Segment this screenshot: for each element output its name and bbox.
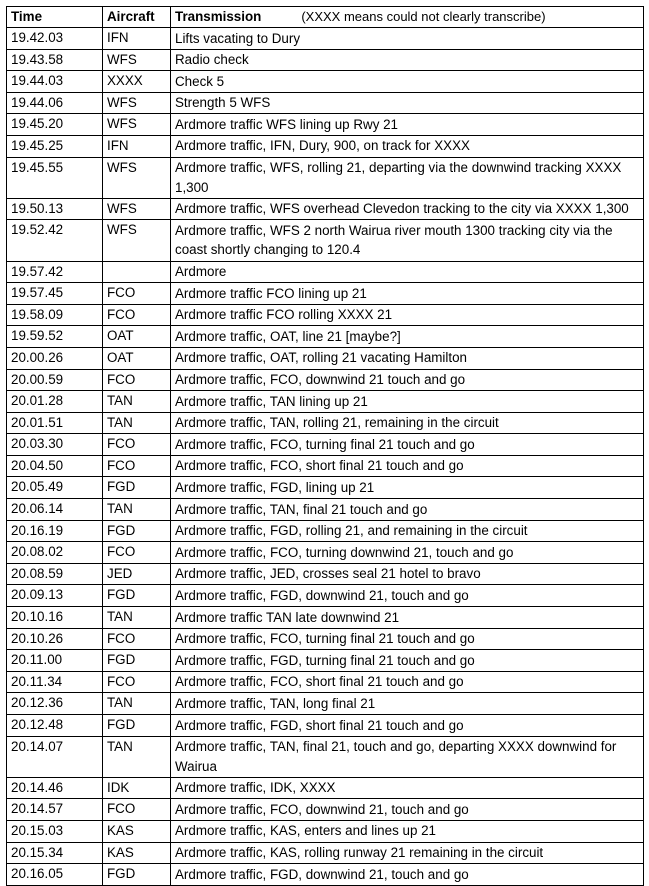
cell-time: 20.03.30: [7, 434, 103, 456]
cell-aircraft: WFS: [103, 92, 171, 114]
table-row: [7, 585, 644, 607]
cell-time: 19.59.52: [7, 326, 103, 348]
cell-aircraft: KAS: [103, 842, 171, 864]
cell-transmission: Ardmore traffic, FGD, downwind 21, touch and go: [171, 585, 644, 607]
cell-aircraft: FCO: [103, 628, 171, 650]
cell-aircraft: WFS: [103, 157, 171, 198]
cell-transmission: Ardmore traffic, IDK, XXXX: [171, 777, 644, 799]
table-row: [7, 607, 644, 629]
cell-aircraft: FGD: [103, 864, 171, 886]
cell-time: 19.42.03: [7, 28, 103, 50]
cell-time: 20.09.13: [7, 585, 103, 607]
table-row: [7, 455, 644, 477]
cell-aircraft: IFN: [103, 28, 171, 50]
table-row: [7, 499, 644, 521]
cell-aircraft: KAS: [103, 820, 171, 842]
table-row: [7, 92, 644, 114]
header-row: [7, 7, 644, 28]
table-row: [7, 693, 644, 715]
cell-time: 20.11.00: [7, 650, 103, 672]
cell-aircraft: TAN: [103, 391, 171, 413]
cell-time: 20.16.05: [7, 864, 103, 886]
table-row: [7, 49, 644, 71]
cell-transmission: Ardmore traffic FCO rolling XXXX 21: [171, 304, 644, 326]
cell-aircraft: TAN: [103, 693, 171, 715]
cell-time: 19.45.25: [7, 135, 103, 157]
cell-time: 20.08.59: [7, 563, 103, 585]
table-row: [7, 477, 644, 499]
cell-time: 19.44.03: [7, 71, 103, 93]
table-row: [7, 434, 644, 456]
table-row: [7, 114, 644, 136]
cell-transmission: Check 5: [171, 71, 644, 93]
table-row: [7, 157, 644, 198]
cell-aircraft: FGD: [103, 520, 171, 542]
cell-time: 20.05.49: [7, 477, 103, 499]
header-aircraft: Aircraft: [103, 7, 171, 28]
transcription-note: (XXXX means could not clearly transcribe): [301, 9, 546, 24]
cell-aircraft: XXXX: [103, 71, 171, 93]
cell-aircraft: WFS: [103, 49, 171, 71]
cell-aircraft: WFS: [103, 220, 171, 261]
table-row: [7, 28, 644, 50]
cell-aircraft: FCO: [103, 542, 171, 564]
cell-time: 20.04.50: [7, 455, 103, 477]
cell-transmission: Strength 5 WFS: [171, 92, 644, 114]
table-row: [7, 864, 644, 886]
table-row: [7, 520, 644, 542]
cell-aircraft: FCO: [103, 799, 171, 821]
transmission-log-table: [6, 6, 644, 886]
table-row: [7, 283, 644, 305]
cell-time: 20.00.26: [7, 347, 103, 369]
table-row: [7, 135, 644, 157]
cell-time: 19.58.09: [7, 304, 103, 326]
table-row: [7, 628, 644, 650]
cell-aircraft: FCO: [103, 304, 171, 326]
cell-aircraft: IDK: [103, 777, 171, 799]
table-row: [7, 542, 644, 564]
cell-transmission: Ardmore traffic, FCO, short final 21 touch and go: [171, 455, 644, 477]
cell-transmission: Ardmore traffic, TAN, final 21, touch and go, departing XXXX downwind for Wairua: [171, 736, 644, 777]
table-row: [7, 261, 644, 283]
table-row: [7, 842, 644, 864]
table-row: [7, 820, 644, 842]
cell-time: 19.57.45: [7, 283, 103, 305]
cell-transmission: Ardmore traffic FCO lining up 21: [171, 283, 644, 305]
cell-transmission: Ardmore traffic, TAN, long final 21: [171, 693, 644, 715]
log-body: [7, 28, 644, 886]
cell-aircraft: FCO: [103, 434, 171, 456]
cell-transmission: Ardmore traffic, TAN, final 21 touch and go: [171, 499, 644, 521]
cell-aircraft: FGD: [103, 477, 171, 499]
cell-aircraft: TAN: [103, 412, 171, 434]
cell-time: 19.43.58: [7, 49, 103, 71]
cell-transmission: Ardmore traffic, WFS overhead Clevedon tracking to the city via XXXX 1,300: [171, 198, 644, 220]
cell-transmission: Ardmore traffic, TAN, rolling 21, remaining in the circuit: [171, 412, 644, 434]
cell-transmission: Ardmore traffic, IFN, Dury, 900, on track for XXXX: [171, 135, 644, 157]
table-row: [7, 736, 644, 777]
cell-transmission: Ardmore traffic, FCO, turning final 21 touch and go: [171, 434, 644, 456]
table-row: [7, 198, 644, 220]
cell-aircraft: IFN: [103, 135, 171, 157]
cell-time: 20.00.59: [7, 369, 103, 391]
header-transmission: [171, 7, 644, 28]
cell-time: 20.06.14: [7, 499, 103, 521]
cell-transmission: Ardmore traffic, KAS, enters and lines up 21: [171, 820, 644, 842]
cell-aircraft: TAN: [103, 607, 171, 629]
cell-time: 20.12.48: [7, 715, 103, 737]
cell-time: 20.14.57: [7, 799, 103, 821]
cell-aircraft: FCO: [103, 455, 171, 477]
cell-time: 20.16.19: [7, 520, 103, 542]
cell-transmission: Ardmore traffic, WFS, rolling 21, departing via the downwind tracking XXXX 1,300: [171, 157, 644, 198]
cell-time: 19.50.13: [7, 198, 103, 220]
header-time: Time: [7, 7, 103, 28]
table-row: [7, 304, 644, 326]
cell-aircraft: OAT: [103, 347, 171, 369]
cell-time: 20.10.16: [7, 607, 103, 629]
cell-time: 20.11.34: [7, 671, 103, 693]
cell-aircraft: FGD: [103, 715, 171, 737]
cell-transmission: Ardmore traffic TAN late downwind 21: [171, 607, 644, 629]
cell-time: 19.44.06: [7, 92, 103, 114]
cell-aircraft: TAN: [103, 736, 171, 777]
cell-transmission: Lifts vacating to Dury: [171, 28, 644, 50]
table-row: [7, 799, 644, 821]
cell-transmission: Ardmore traffic, FGD, rolling 21, and remaining in the circuit: [171, 520, 644, 542]
cell-time: 20.01.51: [7, 412, 103, 434]
cell-time: 20.14.07: [7, 736, 103, 777]
table-row: [7, 369, 644, 391]
cell-transmission: Ardmore traffic, OAT, rolling 21 vacating Hamilton: [171, 347, 644, 369]
cell-time: 20.01.28: [7, 391, 103, 413]
cell-aircraft: WFS: [103, 114, 171, 136]
table-row: [7, 220, 644, 261]
cell-aircraft: OAT: [103, 326, 171, 348]
cell-transmission: Ardmore traffic WFS lining up Rwy 21: [171, 114, 644, 136]
cell-aircraft: FGD: [103, 650, 171, 672]
header-transmission-label: Transmission: [175, 9, 262, 24]
cell-transmission: Ardmore traffic, FCO, downwind 21, touch and go: [171, 799, 644, 821]
cell-time: 20.12.36: [7, 693, 103, 715]
cell-transmission: Ardmore: [171, 261, 644, 283]
table-row: [7, 777, 644, 799]
cell-transmission: Ardmore traffic, FGD, downwind 21, touch and go: [171, 864, 644, 886]
cell-time: 19.52.42: [7, 220, 103, 261]
table-row: [7, 391, 644, 413]
cell-time: 20.14.46: [7, 777, 103, 799]
cell-transmission: Ardmore traffic, FGD, short final 21 touch and go: [171, 715, 644, 737]
cell-time: 20.08.02: [7, 542, 103, 564]
table-row: [7, 563, 644, 585]
cell-transmission: Radio check: [171, 49, 644, 71]
cell-aircraft: FCO: [103, 283, 171, 305]
cell-transmission: Ardmore traffic, FCO, turning final 21 touch and go: [171, 628, 644, 650]
cell-time: 19.57.42: [7, 261, 103, 283]
table-row: [7, 71, 644, 93]
table-row: [7, 671, 644, 693]
table-row: [7, 650, 644, 672]
cell-transmission: Ardmore traffic, FGD, turning final 21 touch and go: [171, 650, 644, 672]
cell-transmission: Ardmore traffic, TAN lining up 21: [171, 391, 644, 413]
cell-transmission: Ardmore traffic, FGD, lining up 21: [171, 477, 644, 499]
cell-transmission: Ardmore traffic, OAT, line 21 [maybe?]: [171, 326, 644, 348]
table-row: [7, 412, 644, 434]
cell-transmission: Ardmore traffic, FCO, short final 21 touch and go: [171, 671, 644, 693]
cell-aircraft: FGD: [103, 585, 171, 607]
cell-aircraft: FCO: [103, 671, 171, 693]
cell-time: 20.15.03: [7, 820, 103, 842]
cell-aircraft: TAN: [103, 499, 171, 521]
cell-transmission: Ardmore traffic, KAS, rolling runway 21 remaining in the circuit: [171, 842, 644, 864]
table-row: [7, 326, 644, 348]
table-row: [7, 347, 644, 369]
cell-time: 19.45.20: [7, 114, 103, 136]
cell-transmission: Ardmore traffic, JED, crosses seal 21 hotel to bravo: [171, 563, 644, 585]
cell-time: 20.10.26: [7, 628, 103, 650]
table-row: [7, 715, 644, 737]
cell-transmission: Ardmore traffic, FCO, turning downwind 21, touch and go: [171, 542, 644, 564]
cell-transmission: Ardmore traffic, FCO, downwind 21 touch and go: [171, 369, 644, 391]
cell-time: 19.45.55: [7, 157, 103, 198]
cell-time: 20.15.34: [7, 842, 103, 864]
cell-aircraft: JED: [103, 563, 171, 585]
cell-aircraft: WFS: [103, 198, 171, 220]
cell-transmission: Ardmore traffic, WFS 2 north Wairua river mouth 1300 tracking city via the coast shortly changing to 120.4: [171, 220, 644, 261]
cell-aircraft: FCO: [103, 369, 171, 391]
cell-aircraft: [103, 261, 171, 283]
